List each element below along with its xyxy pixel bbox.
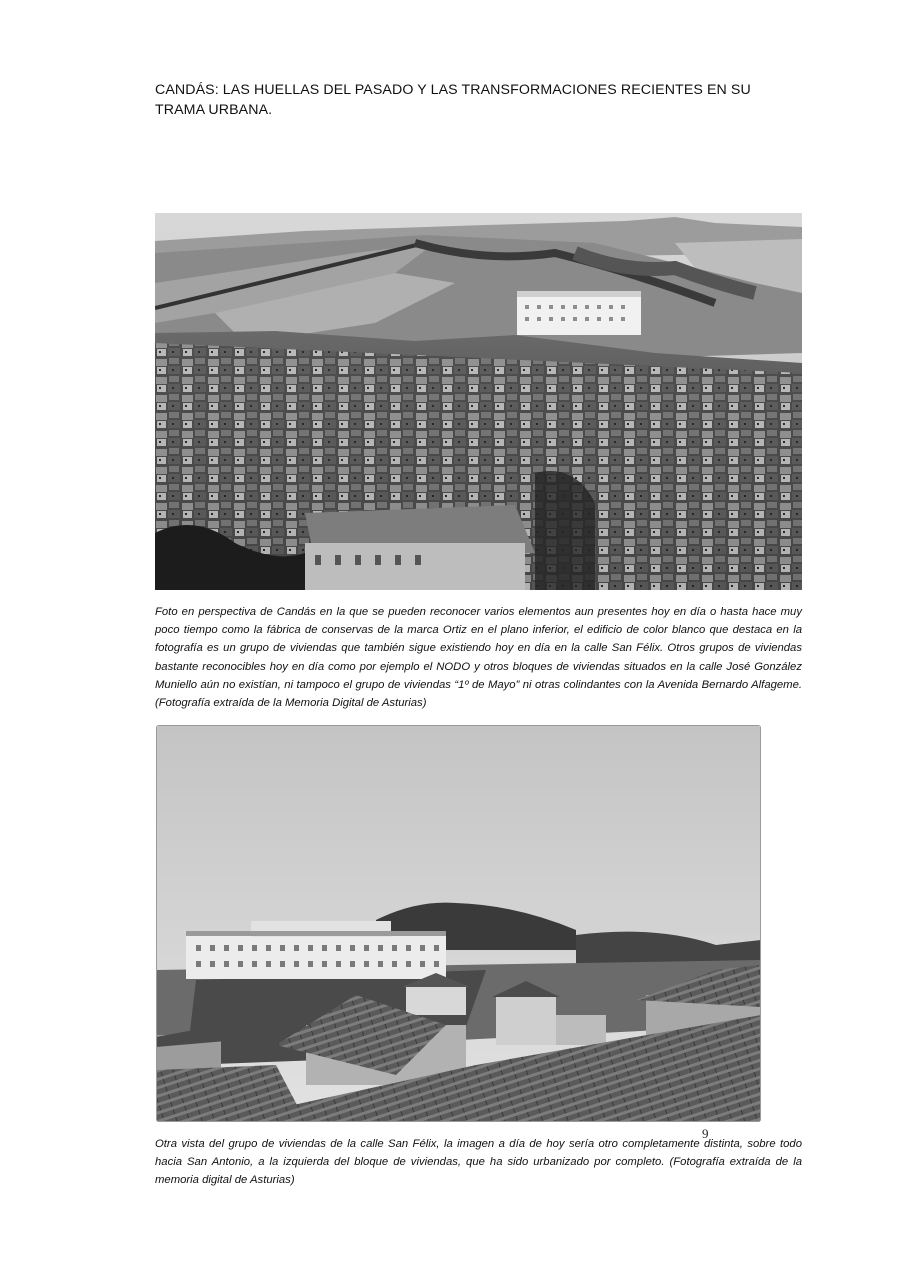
page-number: 9 [702, 1126, 709, 1141]
housing-block-photo [156, 725, 761, 1122]
document-title: CANDÁS: LAS HUELLAS DEL PASADO Y LAS TRANSFORMACIONES RECIENTES EN SU TRAMA URBANA. [155, 82, 751, 118]
aerial-town-photo [155, 213, 802, 590]
figure-caption-2: Otra vista del grupo de viviendas de la calle San Félix, la imagen a día de hoy sería otro completamente distinta, sobre todo hacia San Antonio, a la izquierda del bloque de viviendas, que ha sido urbanizado por completo. (Fotografía extraída de la memoria digital de Asturias) [155, 1138, 802, 1187]
figure-caption-1: Foto en perspectiva de Candás en la que se pueden reconocer varios elementos aun presentes hoy en día o hasta hace muy poco tiempo como la fábrica de conservas de la marca Ortiz en el plano inferior, el edificio de color blanco que destaca en la fotografía es un grupo de viviendas que también sigue existiendo hoy en día en la calle San Félix. Otros grupos de viviendas bastante reconocibles hoy en día como por ejemplo el NODO y otros bloques de viviendas situados en la calle José González Muniello aún no existían, ni tampoco el grupo de viviendas “1º de Mayo” ni otras colindantes con la Avenida Bernardo Alfageme. (Fotografía extraída de la Memoria Digital de Asturias) [155, 606, 802, 710]
